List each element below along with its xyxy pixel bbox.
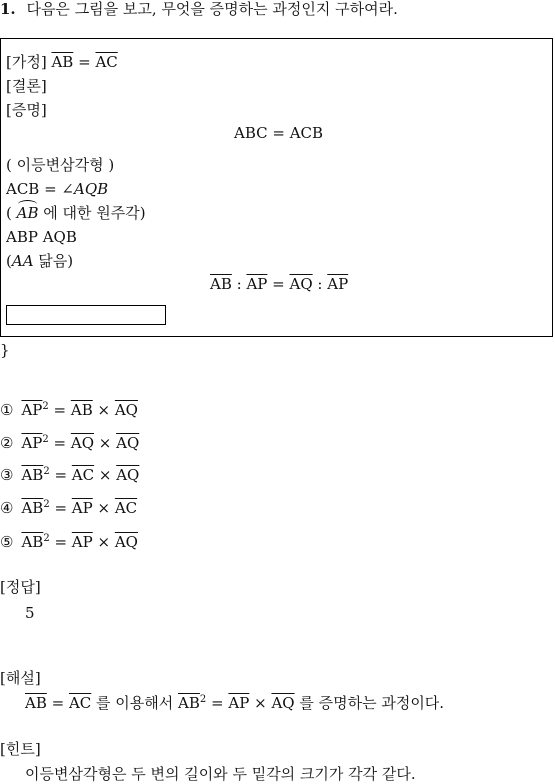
- choice-3-a: $\overline{AC}$: [71, 466, 95, 484]
- isosceles-note: ( 이등변삼각형 ): [6, 156, 115, 174]
- hint-text: 이등변삼각형은 두 변의 길이와 두 밑각의 크기가 각각 같다.: [25, 765, 416, 783]
- choice-1-eq: =: [48, 401, 71, 419]
- choice-3-times: ×: [94, 466, 117, 484]
- ratio-aq: $\overline{AQ}$: [289, 275, 313, 293]
- ratio-colon-2: :: [312, 275, 328, 293]
- explanation-eq2: =: [206, 694, 229, 712]
- explanation-exp: 2: [199, 694, 207, 705]
- inscribed-open: (: [6, 204, 17, 222]
- question-number: 1.: [0, 0, 16, 18]
- hint-label: [힌트]: [0, 740, 41, 758]
- question-text: 다음은 그림을 보고, 무엇을 증명하는 과정인지 구하여라.: [26, 0, 398, 18]
- explanation-times: ×: [249, 694, 272, 712]
- choice-5-number: ⑤: [0, 533, 14, 551]
- choice-3-eq: =: [49, 466, 72, 484]
- inscribed-close: 에 대한 원주각): [38, 204, 146, 222]
- conclusion-blank-box[interactable]: [6, 305, 166, 325]
- inscribed-angle-line: [6, 204, 146, 222]
- choice-1-exp: 2: [42, 401, 49, 412]
- choice-1-b: $\overline{AQ}$: [114, 401, 138, 419]
- ratio-ap-2: $\overline{AP}$: [327, 275, 349, 293]
- choice-4[interactable]: [0, 499, 137, 517]
- choice-2-lhs: $\overline{AP}$: [21, 434, 43, 452]
- choice-1-times: ×: [92, 401, 115, 419]
- choice-4-a: $\overline{AP}$: [71, 499, 93, 517]
- choice-3[interactable]: [0, 466, 139, 484]
- ratio-equals: =: [267, 275, 290, 293]
- choice-3-exp: 2: [43, 466, 50, 477]
- choice-5-b: $\overline{AQ}$: [114, 533, 138, 551]
- aa-label: AA: [11, 252, 34, 270]
- choice-5-lhs: $\overline{AB}$: [21, 533, 44, 551]
- ratio-ab: $\overline{AB}$: [210, 275, 232, 293]
- choice-2-a: $\overline{AQ}$: [70, 434, 95, 452]
- segment-ac: $\overline{AC}$: [95, 53, 118, 71]
- choice-4-number: ④: [0, 499, 14, 517]
- conclusion-label: [결론]: [6, 77, 47, 95]
- choice-1-number: ①: [0, 401, 14, 419]
- answer-value: 5: [25, 604, 35, 622]
- arc-ab: [17, 204, 39, 222]
- choice-3-lhs: $\overline{AB}$: [21, 466, 44, 484]
- explanation-eq1: =: [46, 694, 69, 712]
- explanation-text: [25, 694, 444, 712]
- closing-brace: }: [0, 341, 10, 359]
- arc-icon: [18, 200, 38, 209]
- choice-2[interactable]: [0, 434, 139, 452]
- aa-close: 닮음): [33, 252, 74, 270]
- explanation-aq: $\overline{AQ}$: [271, 694, 295, 712]
- equals-sign: =: [78, 53, 91, 71]
- explanation-ab2: $\overline{AB}$: [178, 694, 200, 712]
- choice-4-lhs: $\overline{AB}$: [21, 499, 44, 517]
- choice-4-b: $\overline{AC}$: [114, 499, 138, 517]
- acb-line: [6, 180, 108, 198]
- explanation-ac: $\overline{AC}$: [68, 694, 92, 712]
- explanation-ap: $\overline{AP}$: [228, 694, 250, 712]
- choice-2-eq: =: [48, 434, 71, 452]
- answer-label: [정답]: [0, 578, 41, 596]
- choice-2-times: ×: [94, 434, 117, 452]
- choice-1[interactable]: [0, 401, 138, 419]
- acb-left: ACB = ∠: [6, 180, 75, 198]
- proof-label: [증명]: [6, 101, 47, 119]
- angle-equality-line: ABC = ACB: [234, 124, 324, 142]
- aa-open: (: [6, 252, 12, 270]
- aa-similarity-line: [6, 252, 73, 270]
- ratio-line: [210, 275, 348, 293]
- choice-5-times: ×: [92, 533, 115, 551]
- explanation-label: [해설]: [0, 669, 41, 687]
- ratio-ap-1: $\overline{AP}$: [246, 275, 268, 293]
- choice-4-eq: =: [49, 499, 72, 517]
- choice-4-exp: 2: [43, 499, 50, 510]
- hypothesis-line: [6, 53, 118, 71]
- arc-ab-label: AB: [16, 204, 39, 222]
- explanation-mid: 를 이용해서: [91, 694, 179, 712]
- choice-2-exp: 2: [42, 434, 49, 445]
- choice-5-a: $\overline{AP}$: [71, 533, 93, 551]
- hypothesis-label: [가정]: [6, 53, 47, 71]
- choice-5-exp: 2: [43, 533, 50, 544]
- choice-2-b: $\overline{AQ}$: [116, 434, 140, 452]
- choice-1-a: $\overline{AB}$: [70, 401, 93, 419]
- segment-ab: $\overline{AB}$: [51, 53, 74, 71]
- explanation-tail: 를 증명하는 과정이다.: [294, 694, 445, 712]
- choice-5-eq: =: [49, 533, 72, 551]
- question-line: [0, 0, 398, 18]
- choice-1-lhs: $\overline{AP}$: [21, 401, 43, 419]
- explanation-ab: $\overline{AB}$: [25, 694, 47, 712]
- choice-2-number: ②: [0, 434, 14, 452]
- choice-4-times: ×: [92, 499, 115, 517]
- choice-5[interactable]: [0, 533, 138, 551]
- similar-triangles-line: ABP AQB: [6, 228, 77, 246]
- choice-3-number: ③: [0, 466, 14, 484]
- ratio-colon-1: :: [231, 275, 247, 293]
- acb-right: AQB: [74, 180, 109, 198]
- choice-3-b: $\overline{AQ}$: [116, 466, 140, 484]
